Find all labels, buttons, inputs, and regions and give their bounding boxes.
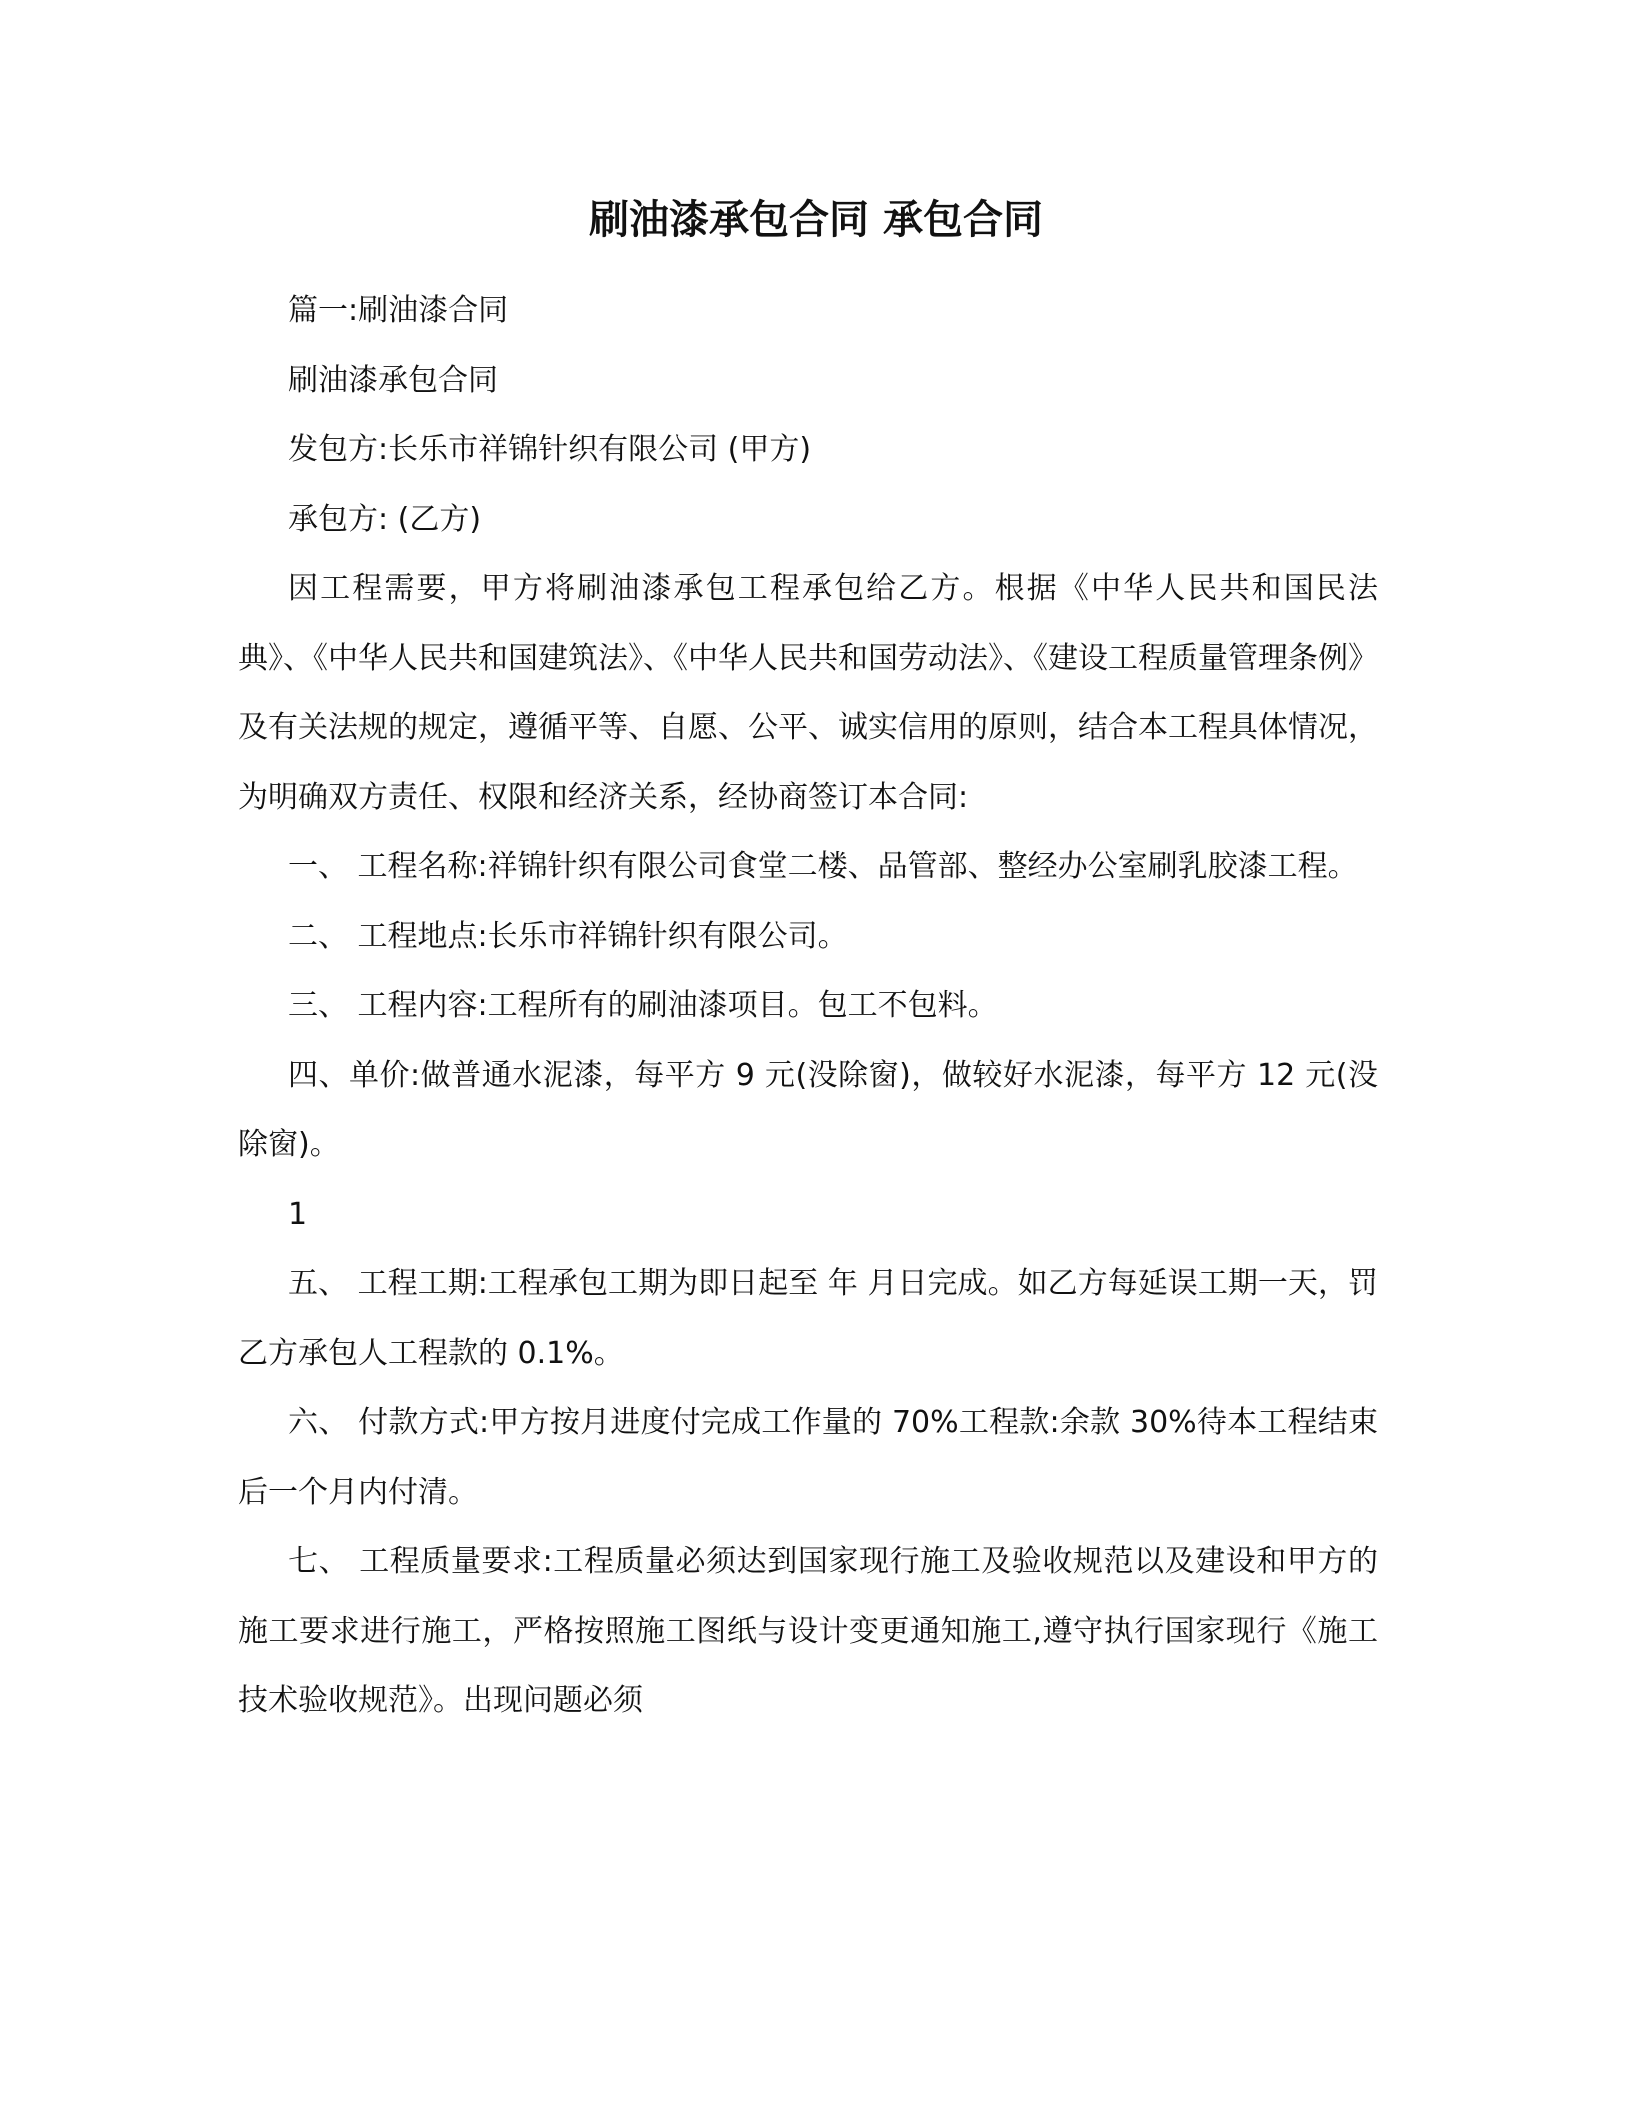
party-a-line: 发包方:长乐市祥锦针织有限公司 (甲方) [288,432,812,467]
section-heading: 篇一:刷油漆合同 [288,293,509,328]
clause-unit-price: 四、单价:做普通水泥漆，每平方 9 元(没除窗)，做较好水泥漆，每平方 12 元(没除窗)。 [238,1057,1378,1162]
document-body [238,276,1378,1736]
preamble-paragraph: 因工程需要，甲方将刷油漆承包工程承包给乙方。根据《中华人民共和国民法典》、《中华人民共和国建筑法》、《中华人民共和国劳动法》、《建设工程质量管理条例》及有关法规的规定，遵循平等、自愿、公平、诚实信用的原则，结合本工程具体情况，为明确双方责任、权限和经济关系，经协商签订本合同: [238,571,1378,815]
clause-project-location: 二、 工程地点:长乐市祥锦针织有限公司。 [288,918,848,954]
clause-payment-method: 六、 付款方式:甲方按月进度付完成工作量的 70%工程款:余款 30%待本工程结束后一个月内付清。 [238,1405,1378,1510]
page-number: 1 [288,1196,308,1232]
document-title: 刷油漆承包合同 承包合同 [589,197,1043,243]
contract-name: 刷油漆承包合同 [288,362,498,398]
clause-project-name: 一、 工程名称:祥锦针织有限公司食堂二楼、品管部、整经办公室刷乳胶漆工程。 [288,849,1358,884]
clause-project-content: 三、 工程内容:工程所有的刷油漆项目。包工不包料。 [288,988,998,1023]
clause-quality-requirements: 七、 工程质量要求:工程质量必须达到国家现行施工及验收规范以及建设和甲方的施工要求进行施工，严格按照施工图纸与设计变更通知施工,遵守执行国家现行《施工技术验收规范》。出现问题必须 [238,1544,1378,1718]
clause-construction-period: 五、 工程工期:工程承包工期为即日起至 年 月日完成。如乙方每延误工期一天，罚乙方承包人工程款的 0.1%。 [238,1266,1378,1371]
party-b-line: 承包方: (乙方) [288,501,482,537]
